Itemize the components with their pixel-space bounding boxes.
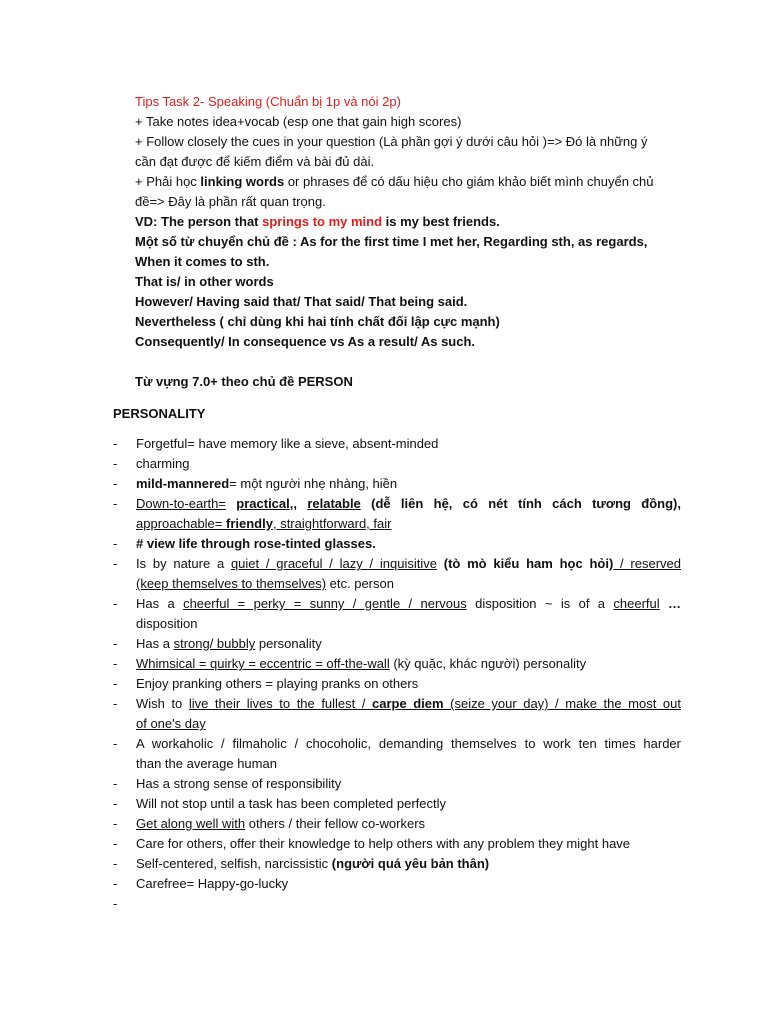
list-item <box>113 454 681 474</box>
text-run: of one's day <box>136 716 206 731</box>
bullet-dash: - <box>113 456 118 471</box>
text-run: (người quá yêu bản thân) <box>331 856 490 871</box>
example-highlight: springs to my mind <box>262 214 383 229</box>
text-run: is my best friends. <box>382 214 500 229</box>
text-run: Has a <box>136 596 184 611</box>
tip-follow-cues-line-1: + Follow closely the cues in your question (Là phần gợi ý dưới câu hỏi )=> Đó là những ý <box>135 134 648 149</box>
tip-linking-words-line-1 <box>135 172 680 192</box>
text-run: Is by nature a <box>136 556 231 571</box>
text-run <box>437 556 444 571</box>
text-run: personality <box>255 636 322 651</box>
text-run: … <box>659 596 681 611</box>
item-text: charming <box>136 456 190 471</box>
text-run: friendly <box>226 516 273 531</box>
bullet-dash: - <box>113 796 118 811</box>
list-item <box>113 594 681 634</box>
text-run: Has a <box>136 636 174 651</box>
list-item <box>113 874 681 894</box>
bullet-dash: - <box>113 596 118 611</box>
bullet-dash: - <box>113 836 118 851</box>
text-run: approachable= <box>136 516 226 531</box>
list-item <box>113 834 681 854</box>
list-item <box>113 494 681 534</box>
list-item <box>113 554 681 594</box>
item-text-line-1 <box>136 494 681 514</box>
item-text: # view life through rose-tinted glasses. <box>136 536 376 551</box>
linking-words-bold: linking words <box>200 174 285 189</box>
text-run: (tò mò kiểu ham học hỏi) <box>443 556 614 571</box>
bullet-dash: - <box>113 896 118 911</box>
transition-phrases-line-2: When it comes to sth. <box>135 254 270 269</box>
text-run: practical <box>236 496 290 511</box>
bullet-dash: - <box>113 816 118 831</box>
list-item <box>113 794 681 814</box>
bullet-dash: - <box>113 736 118 751</box>
list-item <box>113 654 681 674</box>
text-run: live their lives to the fullest / <box>188 696 372 711</box>
bullet-dash: - <box>113 696 118 711</box>
text-run: ,, <box>289 496 308 511</box>
item-text-line-1 <box>136 594 681 614</box>
item-text-line-2: disposition <box>136 616 198 631</box>
list-item <box>113 534 681 554</box>
bullet-dash: - <box>113 496 118 511</box>
text-run: / reserved <box>613 556 681 571</box>
text-run: relatable <box>307 496 361 511</box>
item-text-line-2: than the average human <box>136 756 277 771</box>
transition-phrases-line-1: Một số từ chuyển chủ đề : As for the first time I met her, Regarding sth, as regards, <box>135 234 648 249</box>
item-text: Enjoy pranking others = playing pranks on others <box>136 676 419 691</box>
text-run: Down-to-earth= <box>136 496 226 511</box>
text-run: Self-centered, selfish, narcissistic <box>136 856 332 871</box>
text-run: (dễ liên hệ, có nét tính cách tương đồng), <box>360 496 681 511</box>
item-text-line-2 <box>136 514 681 534</box>
item-bold-term: mild-mannered <box>136 476 230 491</box>
bullet-dash: - <box>113 636 118 651</box>
text-run: etc. person <box>326 576 394 591</box>
however-line: However/ Having said that/ That said/ That being said. <box>135 294 468 309</box>
bullet-dash: - <box>113 436 118 451</box>
tip-take-notes: + Take notes idea+vocab (esp one that gain high scores) <box>135 114 462 129</box>
bullet-dash: - <box>113 856 118 871</box>
list-item <box>113 674 681 694</box>
bullet-dash: - <box>113 776 118 791</box>
nevertheless-line: Nevertheless ( chỉ dùng khi hai tính chất đối lập cực mạnh) <box>135 314 500 329</box>
text-run: or phrases để có dấu hiệu cho giám khảo biết mình chuyển chủ <box>284 174 654 189</box>
text-run: strong/ bubbly <box>173 636 256 651</box>
bullet-dash: - <box>113 556 118 571</box>
item-text: Has a strong sense of responsibility <box>136 776 342 791</box>
list-item <box>113 634 681 654</box>
bullet-dash: - <box>113 536 118 551</box>
list-item <box>113 474 681 494</box>
text-run: carpe diem <box>372 696 444 711</box>
tips-section <box>135 92 680 392</box>
item-text-line-1: A workaholic / filmaholic / chocoholic, demanding themselves to work ten times harder <box>136 736 681 751</box>
text-run: Whimsical = quirky = eccentric = off-the-wall <box>136 656 390 671</box>
text-run: VD: The person that <box>135 214 263 229</box>
bullet-dash: - <box>113 876 118 891</box>
list-item <box>113 434 681 454</box>
spacer <box>135 352 680 372</box>
list-item <box>113 774 681 794</box>
text-run: (keep themselves to themselves) <box>136 576 327 591</box>
text-run: (kỳ quặc, khác người) personality <box>389 656 587 671</box>
section-heading-personality: PERSONALITY <box>113 406 206 421</box>
personality-list <box>113 434 681 911</box>
item-text: Care for others, offer their knowledge to help others with any problem they might have <box>136 836 631 851</box>
text-run: disposition ~ is of a <box>466 596 614 611</box>
text-run: others / their fellow co-workers <box>245 816 426 831</box>
item-text: Carefree= Happy-go-lucky <box>136 876 289 891</box>
item-text: Will not stop until a task has been completed perfectly <box>136 796 446 811</box>
text-run: quiet / graceful / lazy / inquisitive <box>230 556 437 571</box>
item-text: Forgetful= have memory like a sieve, absent-minded <box>136 436 439 451</box>
vocab-title: Từ vựng 7.0+ theo chủ đề PERSON <box>135 374 353 389</box>
example-line <box>135 212 680 232</box>
item-text-line-1 <box>136 694 681 714</box>
bullet-dash: - <box>113 676 118 691</box>
item-text-line-1 <box>136 554 681 574</box>
tip-follow-cues-line-2: cần đạt được để kiếm điểm và bài đủ dài. <box>135 154 375 169</box>
item-text-line-2 <box>136 574 681 594</box>
consequently-line: Consequently/ In consequence vs As a result/ As such. <box>135 334 476 349</box>
item-text-line-2 <box>136 714 681 734</box>
tip-linking-words-line-2: đề=> Đây là phần rất quan trọng. <box>135 194 326 209</box>
text-run <box>226 496 236 511</box>
text-run: (seize your day) / make the most out <box>443 696 681 711</box>
text-run: Get along well with <box>136 816 246 831</box>
text-run: , straightforward, fair <box>272 516 392 531</box>
text-run: cheerful <box>613 596 660 611</box>
item-text: = một người nhẹ nhàng, hiền <box>229 476 398 491</box>
list-item <box>113 694 681 734</box>
text-run: cheerful = perky = sunny / gentle / nervous <box>183 596 467 611</box>
list-item <box>113 734 681 774</box>
tips-title: Tips Task 2- Speaking (Chuẩn bị 1p và nói 2p) <box>135 94 401 109</box>
list-item <box>113 854 681 874</box>
bullet-dash: - <box>113 476 118 491</box>
bullet-dash: - <box>113 656 118 671</box>
that-is-line: That is/ in other words <box>135 274 274 289</box>
text-run: Wish to <box>136 696 189 711</box>
text-run: + Phải học <box>135 174 201 189</box>
list-item <box>113 814 681 834</box>
